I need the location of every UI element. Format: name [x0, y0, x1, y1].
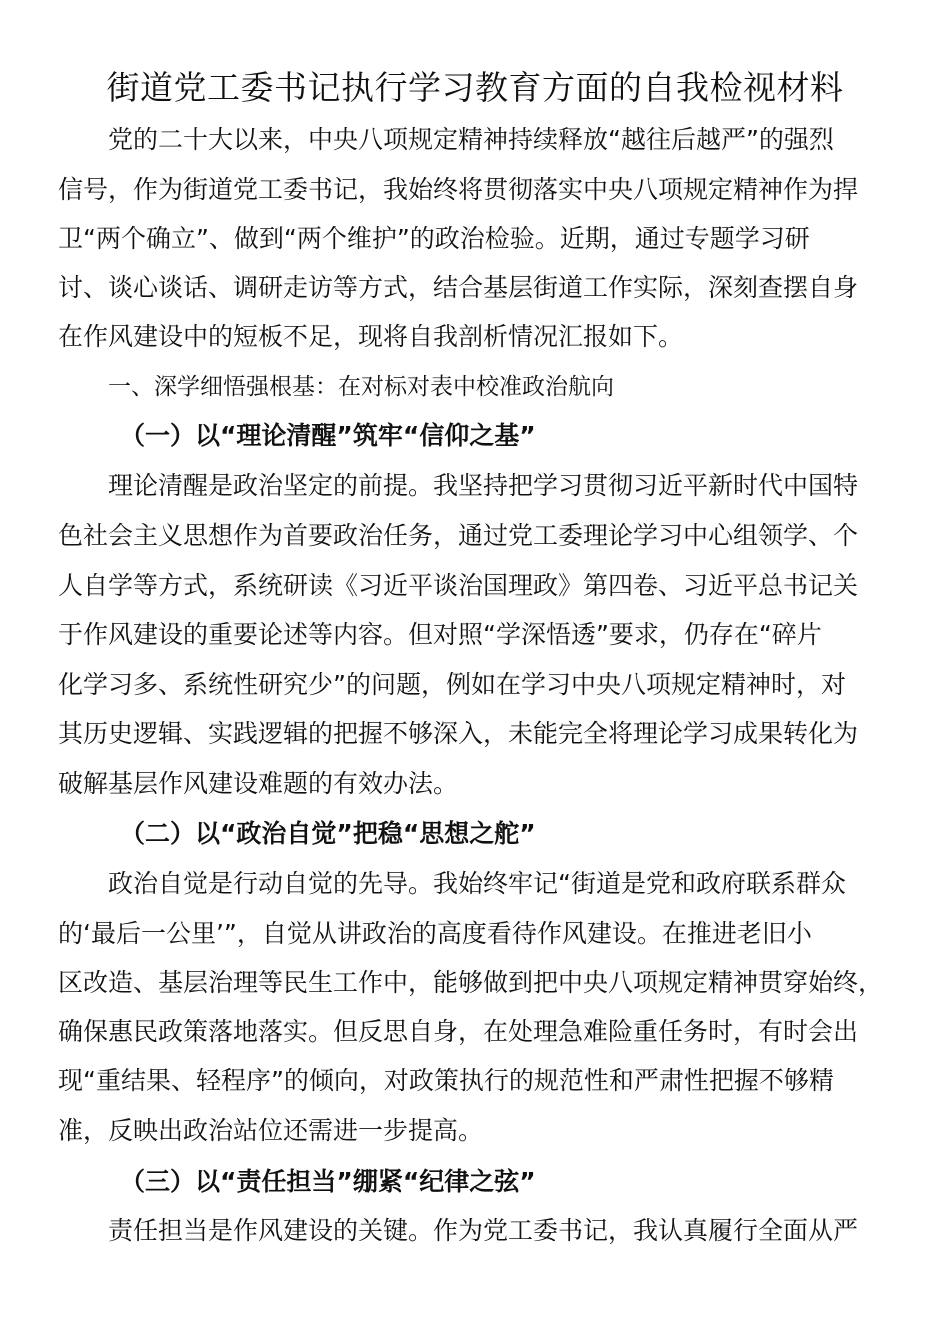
intro-line-3: 卫“两个确立”、做到“两个维护”的政治检验。近期，通过专题学习研: [58, 224, 810, 253]
section-heading-1: 一、深学细悟强根基：在对标对表中校准政治航向: [108, 374, 614, 400]
para2-line-3: 区改造、基层治理等民生工作中，能够做到把中央八项规定精神贯穿始终，: [58, 968, 884, 997]
para2-line-2: 的‘最后一公里’”，自觉从讲政治的高度看待作风建设。在推进老旧小: [58, 919, 812, 948]
intro-line-5: 在作风建设中的短板不足，现将自我剖析情况汇报如下。: [58, 322, 684, 351]
para2-line-5: 现“重结果、轻程序”的倾向，对政策执行的规范性和严肃性把握不够精: [58, 1066, 834, 1095]
para2-line-6: 准，反映出政治站位还需进一步提高。: [58, 1116, 484, 1145]
para2-line-1: 政治自觉是行动自觉的先导。我始终牢记“街道是党和政府联系群众: [108, 869, 846, 898]
para1-line-7: 破解基层作风建设难题的有效办法。: [58, 769, 459, 798]
intro-line-1: 党的二十大以来，中央八项规定精神持续释放“越往后越严”的强烈: [108, 125, 834, 154]
para1-line-6: 其历史逻辑、实践逻辑的把握不够深入，未能完全将理论学习成果转化为: [58, 719, 859, 748]
intro-line-4: 讨、谈心谈话、调研走访等方式，结合基层街道工作实际，深刻查摆自身: [58, 273, 859, 302]
para1-line-4: 于作风建设的重要论述等内容。但对照“学深悟透”要求，仍存在“碎片: [58, 620, 822, 649]
para1-line-1: 理论清醒是政治坚定的前提。我坚持把学习贯彻习近平新时代中国特: [108, 471, 859, 500]
para3-line-1: 责任担当是作风建设的关键。作为党工委书记，我认真履行全面从严: [108, 1216, 859, 1245]
intro-line-2: 信号，作为街道党工委书记，我始终将贯彻落实中央八项规定精神作为捍: [58, 175, 859, 204]
para2-line-4: 确保惠民政策落地落实。但反思自身，在处理急难险重任务时，有时会出: [58, 1017, 859, 1046]
subheading-2: （二）以“政治自觉”把稳“思想之舵”: [120, 819, 536, 848]
subheading-1: （一）以“理论清醒”筑牢“信仰之基”: [120, 421, 536, 450]
para1-line-5: 化学习多、系统性研究少”的问题，例如在学习中央八项规定精神时，对: [58, 670, 846, 699]
para1-line-2: 色社会主义思想作为首要政治任务，通过党工委理论学习中心组领学、个: [58, 521, 859, 550]
para1-line-3: 人自学等方式，系统研读《习近平谈治国理政》第四卷、习近平总书记关: [58, 571, 859, 600]
document-title: 街道党工委书记执行学习教育方面的自我检视材料: [106, 68, 844, 107]
subheading-3: （三）以“责任担当”绷紧“纪律之弦”: [120, 1167, 536, 1196]
